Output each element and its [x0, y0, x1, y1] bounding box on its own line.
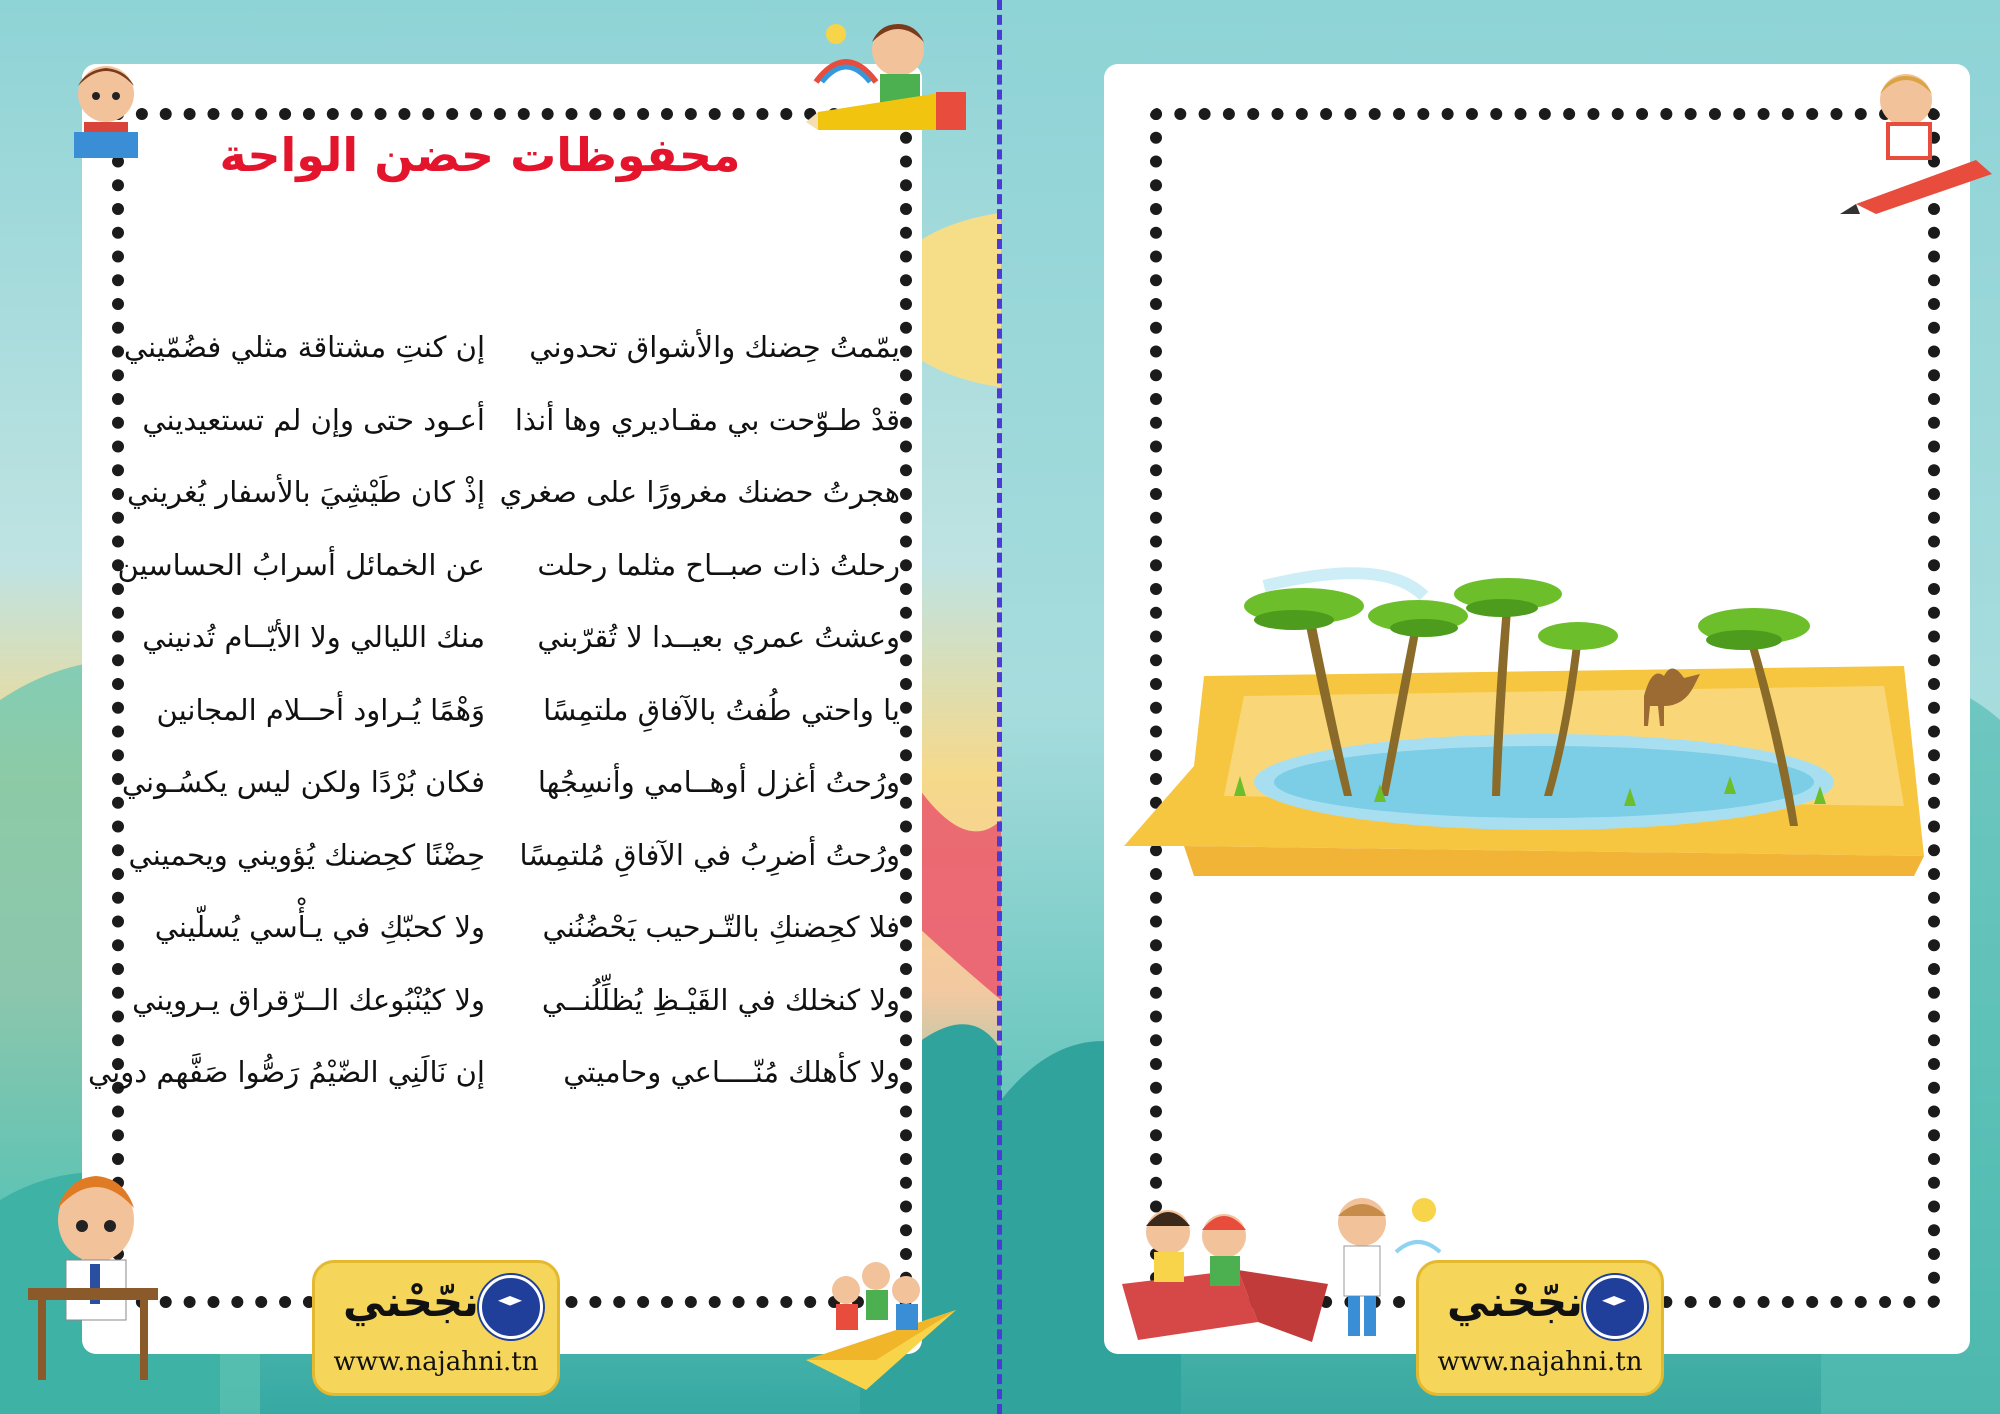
verse-second-hemistich: إن كنتِ مشتاقة مثلي فضُمّيني: [123, 330, 485, 364]
verse-second-hemistich: إذْ كان طَيْشِيَ بالأسفار يُغريني: [127, 475, 485, 509]
verse-row: [110, 765, 900, 838]
poem-title: محفوظات حضن الواحة: [219, 128, 741, 182]
verse-first-hemistich: ورُحتُ أغزل أوهــامي وأنسِجُها: [537, 765, 900, 799]
graduation-cap-badge-icon: [479, 1275, 543, 1339]
verse-row: [110, 983, 900, 1056]
verse-row: [110, 838, 900, 911]
boy-reading-icon: [66, 56, 146, 166]
boy-at-desk-icon: [28, 1160, 158, 1390]
verse-first-hemistich: ورُحتُ أضرِبُ في الآفاقِ مُلتمِسًا: [519, 837, 900, 872]
logo-url: www.najahni.tn: [1437, 1347, 1643, 1377]
verse-first-hemistich: يمّمتُ حِضنك والأشواق تحدوني: [529, 330, 900, 364]
verse-row: [110, 548, 900, 621]
verse-row: [110, 620, 900, 693]
verse-second-hemistich: إن نَالَنِي الضّيْمُ رَصُّوا صَفَّهم دوني: [88, 1055, 485, 1089]
graduation-cap-badge-icon: [1583, 1275, 1647, 1339]
najahni-logo: [1416, 1260, 1664, 1396]
verse-first-hemistich: يا واحتي طُفتُ بالآفاقِ ملتمِسًا: [543, 692, 900, 727]
verse-first-hemistich: فلا كحِضنكِ بالتّـرحيب يَحْضُنُني: [542, 910, 900, 944]
verse-second-hemistich: أعـود حتى وإن لم تستعيديني: [142, 402, 485, 437]
verse-row: [110, 330, 900, 403]
verse-row: [110, 910, 900, 983]
kids-on-book-icon: [1118, 1192, 1448, 1352]
verse-second-hemistich: ولا كيُنْبُوعك الــرّقراق يـرويني: [132, 982, 485, 1017]
verse-second-hemistich: حِضْنًا كحِضنك يُؤويني ويحميني: [128, 837, 485, 872]
verse-second-hemistich: عن الخمائل أسرابُ الحساسين: [117, 547, 485, 582]
verse-first-hemistich: رحلتُ ذات صبــاح مثلما رحلت: [537, 547, 900, 582]
verse-first-hemistich: قدْ طـوّحت بي مقـاديري وها أنذا: [514, 402, 900, 437]
verse-row: [110, 693, 900, 766]
poem-body: [88, 330, 900, 1128]
najahni-logo: [312, 1260, 560, 1396]
logo-url: www.najahni.tn: [333, 1347, 539, 1377]
verse-second-hemistich: منك الليالي ولا الأيّــام تُدنيني: [142, 620, 485, 654]
oasis-illustration: [1124, 556, 1964, 886]
verse-second-hemistich: وَهْمًا يُـراود أحــلام المجانين: [156, 692, 485, 727]
logo-name: نجّحْني: [1447, 1277, 1583, 1326]
verse-second-hemistich: ولا كحبّكِ في يـأْسي يُسلّيني: [154, 910, 485, 944]
verse-row: [110, 475, 900, 548]
verse-first-hemistich: هجرتُ حضنك مغرورًا على صغري: [499, 475, 900, 509]
verse-row: [110, 403, 900, 476]
verse-first-hemistich: ولا كأهلك مُنّــــاعي وحاميتي: [563, 1055, 900, 1089]
logo-name: نجّحْني: [343, 1277, 479, 1326]
page-divider: [997, 0, 1002, 1414]
verse-row: [88, 1055, 900, 1128]
kids-on-paper-plane-icon: [806, 1250, 956, 1390]
boy-on-pencil-icon: [806, 12, 976, 152]
boy-on-pencil-icon: [1836, 64, 1996, 214]
verse-first-hemistich: ولا كنخلك في القَيْـظِ يُظلِّلُنــي: [541, 982, 900, 1017]
verse-first-hemistich: وعشتُ عمري بعيــدا لا تُقرّبني: [537, 620, 900, 654]
verse-second-hemistich: فكان بُرْدًا ولكن ليس يكسُـوني: [121, 765, 485, 799]
